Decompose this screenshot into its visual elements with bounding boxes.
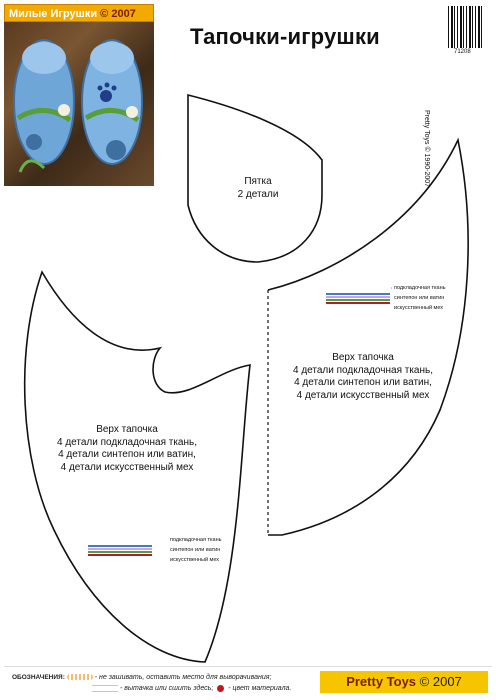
heel-name: Пятка bbox=[244, 176, 272, 187]
brand-name: Милые Игрушки bbox=[9, 8, 98, 20]
upper-left-label bbox=[52, 424, 202, 474]
material-color-icon bbox=[217, 685, 224, 692]
upper-right-line1: 4 детали подкладочная ткань, bbox=[292, 364, 434, 376]
legend-item-3: - цвет материала. bbox=[228, 685, 292, 692]
brand-year: © 2007 bbox=[100, 8, 136, 20]
upper-right-label bbox=[288, 352, 438, 402]
upper-left-line1: 4 детали подкладочная ткань, bbox=[56, 436, 198, 448]
brand-banner-bottom bbox=[320, 671, 488, 693]
upper-left-layer-3: искусственный мех bbox=[170, 557, 220, 563]
dart-icon bbox=[92, 685, 118, 692]
layer-stack-right bbox=[326, 288, 392, 304]
upper-right-outline bbox=[268, 140, 468, 535]
upper-right-layer-1: подкладочная ткань bbox=[394, 285, 446, 291]
heel-label bbox=[222, 176, 294, 201]
footer-divider bbox=[4, 666, 492, 667]
legend bbox=[12, 672, 312, 694]
upper-right-layer-3: искусственный мех bbox=[394, 305, 444, 311]
legend-item-1: - не зашивать, оставить место для выворачивания; bbox=[94, 674, 272, 681]
layer-stack-left bbox=[88, 545, 152, 556]
upper-right-line3: 4 детали искусственный мех bbox=[296, 389, 430, 401]
upper-left-line3: 4 детали искусственный мех bbox=[60, 461, 194, 473]
upper-left-title: Верх тапочка bbox=[96, 424, 158, 435]
upper-left-layer-2: синтепон или ватин bbox=[170, 547, 221, 553]
upper-right-line2: 4 детали синтепон или ватин, bbox=[294, 377, 432, 388]
barcode-number: 71208 bbox=[454, 49, 471, 55]
heel-count: 2 детали bbox=[237, 188, 279, 200]
upper-right-layer-2: синтепон или ватин bbox=[394, 295, 445, 301]
legend-item-2: - вытачка или сшить здесь; bbox=[119, 685, 214, 692]
upper-left-layer-1: подкладочная ткань bbox=[170, 537, 222, 543]
upper-right-title: Верх тапочка bbox=[332, 352, 394, 363]
page-title: Тапочки-игрушки bbox=[190, 24, 380, 49]
legend-term: ОБОЗНАЧЕНИЯ: bbox=[12, 674, 65, 681]
no-sew-icon bbox=[67, 674, 93, 680]
footer-brand: Pretty Toys bbox=[346, 674, 417, 689]
upper-left-line2: 4 детали синтепон или ватин, bbox=[58, 449, 196, 460]
vertical-copyright: Pretty Toys © 1990-2007 bbox=[423, 110, 430, 188]
footer-year: © 2007 bbox=[419, 674, 462, 689]
